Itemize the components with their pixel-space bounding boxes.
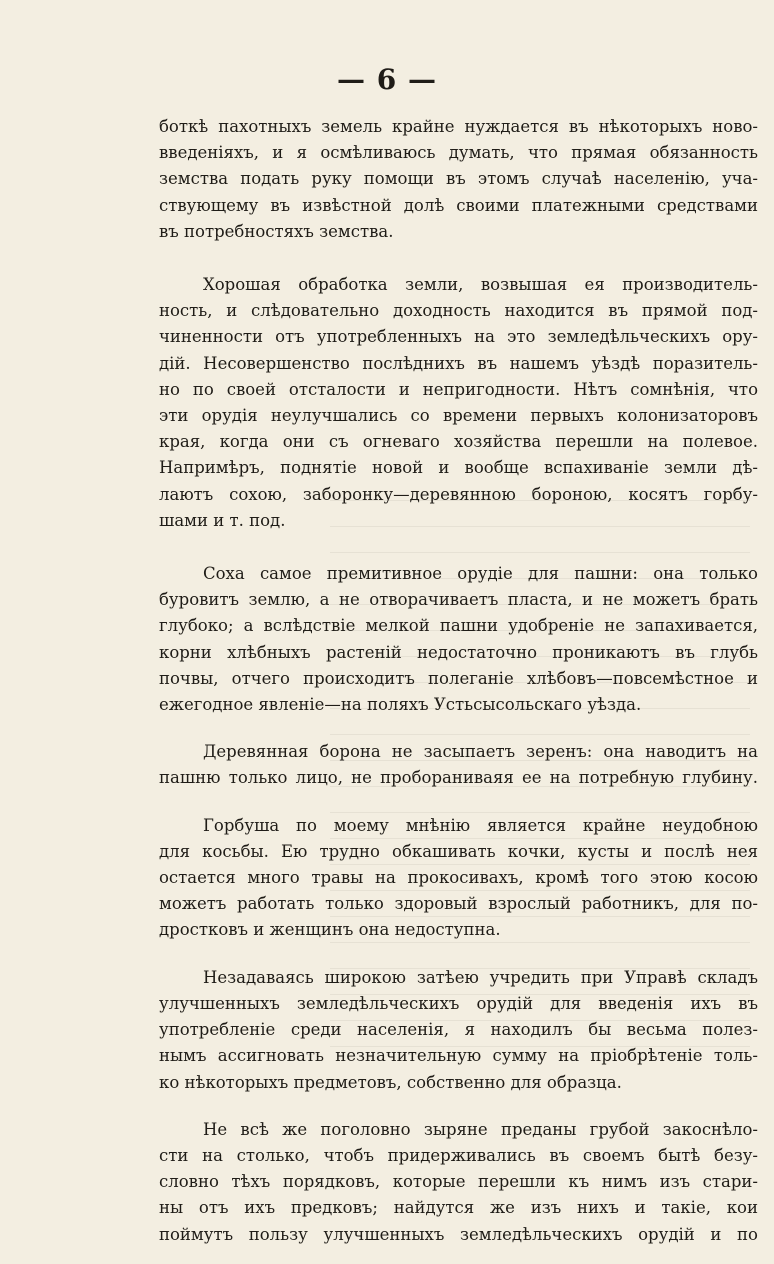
text-line: глубоко; а вслѣдствіе мелкой пашни удобреніе не запахивается, [159,616,758,636]
text-line: лаютъ сохою, заборонку—деревянною бороною, косятъ горбу- [159,484,758,504]
text-line: Деревянная борона не засыпаетъ зеренъ: она наводитъ на [203,742,758,762]
text-line: корни хлѣбныхъ растеній недостаточно проникаютъ въ глубь [159,642,758,662]
paragraph-4 [159,739,758,791]
paragraph-6 [159,965,758,1096]
text-line: ность, и слѣдовательно доходность находится въ прямой под- [159,301,758,321]
text-line: Не всѣ же поголовно зыряне преданы грубой закоснѣло- [203,1119,758,1139]
text-line: дростковъ и женщинъ она недоступна. [159,920,501,940]
paragraph-5 [159,813,758,944]
text-line: Напримѣръ, поднятіе новой и вообще вспахиваніе земли дѣ- [159,458,758,478]
text-line: Незадаваясь широкою затѣею учредить при Управѣ складъ [203,967,758,987]
text-line: боткѣ пахотныхъ земель крайне нуждается въ нѣкоторыхъ ново- [159,117,758,136]
text-line: сти на столько, чтобъ придерживались въ своемъ бытѣ безу- [159,1145,758,1165]
text-line: Хорошая обработка земли, возвышая ея производитель- [203,275,758,295]
text-line: ежегодное явленіе—на поляхъ Устьсысольскаго уѣзда. [159,695,642,715]
text-line: дій. Несовершенство послѣднихъ въ нашемъ уѣздѣ поразитель- [159,353,758,373]
text-line: можетъ работать только здоровый взрослый работникъ, для по- [159,894,758,914]
text-line: чиненности отъ употребленныхъ на это земледѣльческихъ ору- [159,327,758,347]
text-line: для косьбы. Ею трудно обкашивать кочки, кусты и послѣ нея [159,841,758,861]
text-line: но по своей отсталости и непригодности. Нѣтъ сомнѣнія, что [159,379,758,399]
text-line: словно тѣхъ порядковъ, которые перешли къ нимъ изъ стари- [159,1172,758,1192]
text-line: улучшенныхъ земледѣльческихъ орудій для введенія ихъ въ [159,993,758,1013]
text-line: введеніяхъ, и я осмѣливаюсь думать, что прямая обязанность [159,143,758,163]
text-line: употребленіе среди населенія, я находилъ бы весьма полез- [159,1020,758,1040]
text-line: поймутъ пользу улучшенныхъ земледѣльческихъ орудій и по [159,1224,758,1244]
text-line: земства подать руку помощи въ этомъ случаѣ населенію, уча- [159,169,758,189]
text-line: эти орудія неулучшались со времени первыхъ колонизаторовъ [159,406,758,426]
text-line: въ потребностяхъ земства. [159,221,394,241]
text-line: остается много травы на прокосивахъ, кромѣ того этою косою [159,868,758,888]
text-line: буровитъ землю, а не отворачиваетъ пласта, и не можетъ брать [159,590,758,610]
text-line: ны отъ ихъ предковъ; найдутся же изъ нихъ и такіе, кои [159,1198,758,1218]
text-line: почвы, отчего происходитъ полеганіе хлѣбовъ—повсемѣстное и [159,668,758,688]
paragraph-7 [159,1117,758,1248]
text-line: ствующему въ извѣстной долѣ своими платежными средствами [159,195,758,215]
paragraph-1 [159,114,758,245]
text-line: Соха самое премитивное орудіе для пашни: она только [203,564,758,584]
page-number: — 6 — [337,63,437,96]
text-line: пашню только лицо, не пробораниваяя ее на потребную глубину. [159,768,758,788]
text-line: ко нѣкоторыхъ предметовъ, собственно для образца. [159,1072,622,1092]
text-line: нымъ ассигновать незначительную сумму на пріобрѣтеніе толь- [159,1046,758,1066]
body-text [159,114,758,1248]
text-line: шами и т. под. [159,510,286,530]
paragraph-2 [159,272,758,534]
paragraph-3 [159,561,758,718]
text-line: края, когда они съ огневаго хозяйства перешли на полевое. [159,432,758,452]
text-line: Горбуша по моему мнѣнію является крайне неудобною [203,815,758,835]
